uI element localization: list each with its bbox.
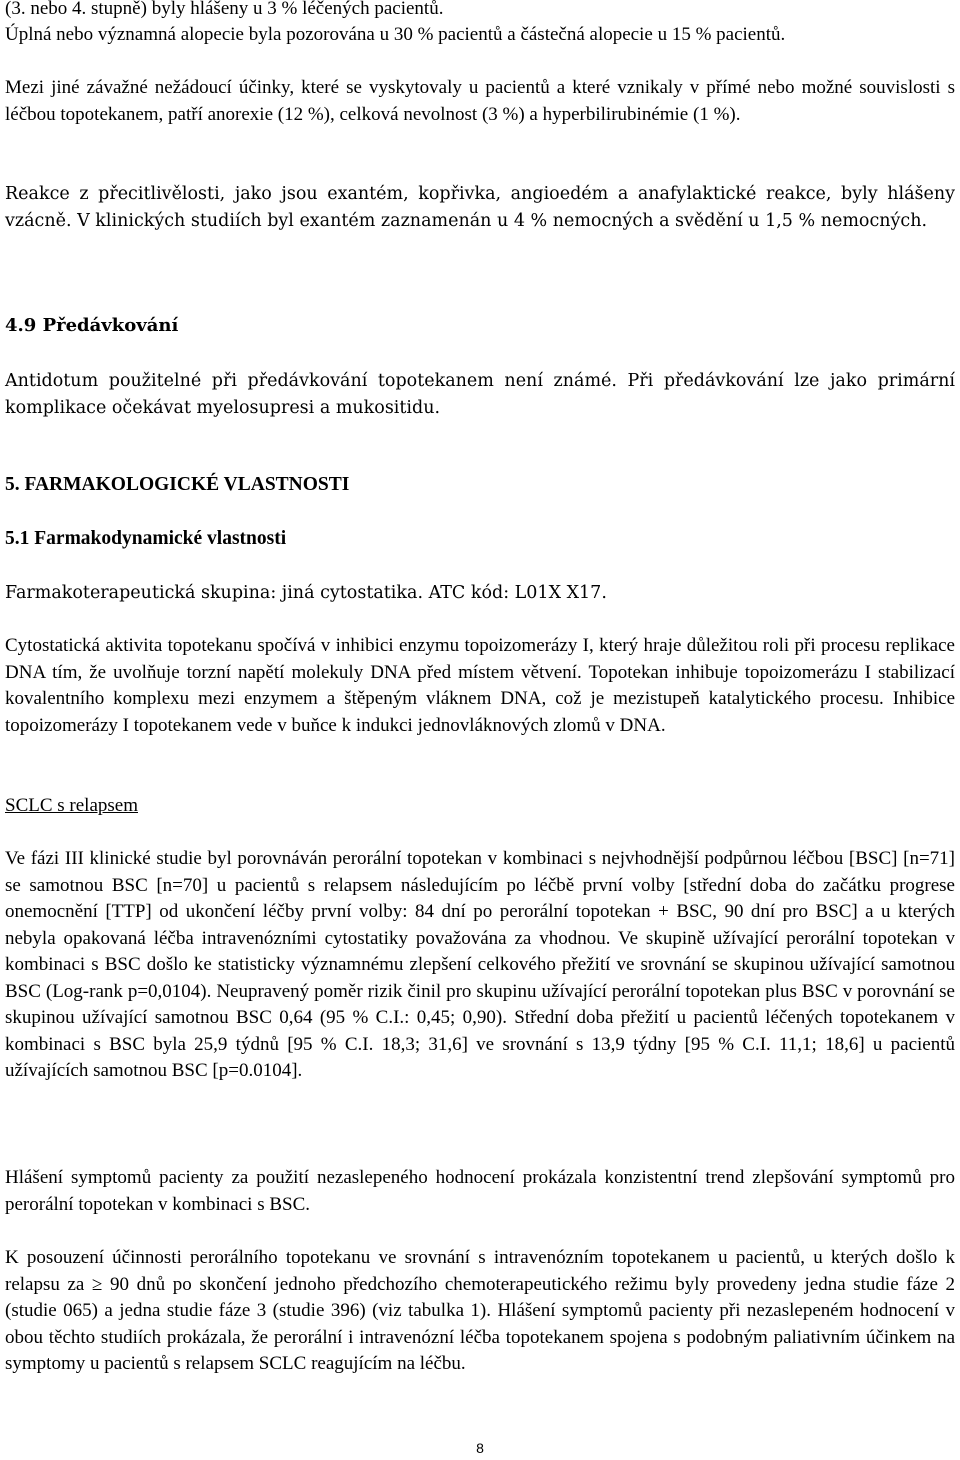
paragraph-hypersensitivity: Reakce z přecitlivělosti, jako jsou exantém, kopřivka, angioedém a anafylaktické reakce, byly hlášeny vzácně. V klinických studiích byl exantém zaznamenán u 4 % nemocných a svědění u 1,5 % nemocných. (5, 184, 955, 231)
heading-overdose: 4.9 Předávkování (5, 315, 179, 336)
paragraph-alopecia-line1: (3. nebo 4. stupně) byly hlášeny u 3 % léčených pacientů. (5, 0, 444, 19)
heading-pharmacological-properties: 5. FARMAKOLOGICKÉ VLASTNOSTI (5, 474, 350, 495)
paragraph-symptom-reporting: Hlášení symptomů pacienty za použití nezaslepeného hodnocení prokázala konzistentní trend zlepšování symptomů pro perorální topotekan v kombinaci s BSC. (5, 1167, 955, 1215)
heading-pharmacodynamic-properties: 5.1 Farmakodynamické vlastnosti (5, 528, 287, 549)
heading-sclc-relapse: SCLC s relapsem (5, 795, 138, 816)
paragraph-adverse-effects: Mezi jiné závažné nežádoucí účinky, které se vyskytovaly u pacientů a které vznikaly v přímé nebo možné souvislosti s léčbou topotekanem, patří anorexie (12 %), celková nevolnost (3 %) a hyperbilirubinémie (1 %). (5, 77, 955, 125)
page-number: 8 (476, 1440, 484, 1456)
paragraph-overdose: Antidotum použitelné při předávkování topotekanem není známé. Při předávkování lze jako primární komplikace očekávat myelosupresi a mukositidu. (5, 371, 955, 418)
paragraph-alopecia-line2: Úplná nebo významná alopecie byla pozorována u 30 % pacientů a částečná alopecie u 15 % pacientů. (5, 24, 786, 45)
paragraph-phase3-study: Ve fázi III klinické studie byl porovnáván perorální topotekan v kombinaci s nejvhodnější podpůrnou léčbou [BSC] [n=71] se samotnou BSC [n=70] u pacientů s relapsem následujícím po léčbě první volby [střední doba do začátku progrese onemocnění [TTP] od ukončení léčby první volby: 84 dní po perorální topotekan + BSC, 90 dní pro BSC] a u kterých nebyla opakovaná léčba intravenózními cytostatiky považována za vhodnou. Ve skupině užívající perorální topotekan v kombinaci s BSC došlo ke statisticky významnému zlepšení celkového přežití ve srovnání se skupinou užívající samotnou BSC (Log-rank p=0,0104). Neupravený poměr rizik činil pro skupinu užívající perorální topotekan plus BSC v porovnání se skupinou užívající samotnou BSC 0,64 (95 % C.I.: 0,45; 0,90). Střední doba přežití u pacientů léčených topotekanem v kombinaci s BSC byla 25,9 týdnů [95 % C.I. 18,3; 31,6] ve srovnání s 13,9 týdny [95 % C.I. 11,1; 18,6] u pacientů užívajících samotnou BSC [p=0.0104]. (5, 848, 955, 1081)
paragraph-oral-vs-iv: K posouzení účinnosti perorálního topotekanu ve srovnání s intravenózním topotekanem u pacientů, u kterých došlo k relapsu za ≥ 90 dnů po skončení jednoho předchozího chemoterapeutického režimu byly provedeny jedna studie fáze 2 (studie 065) a jedna studie fáze 3 (studie 396) (viz tabulka 1). Hlášení symptomů pacienty při nezaslepeném hodnocení v obou těchto studiích prokázala, že perorální i intravenózní léčba topotekanem spojena s podobným paliativním účinkem na symptomy u pacientů s relapsem SCLC reagujícím na léčbu. (5, 1247, 955, 1374)
paragraph-mechanism: Cytostatická aktivita topotekanu spočívá v inhibici enzymu topoizomerázy I, který hraje důležitou roli při procesu replikace DNA tím, že uvolňuje torzní napětí molekuly DNA před místem větvení. Topotekan inhibuje topoizomerázu I stabilizací kovalentního komplexu mezi enzymem a štěpeným vláknem DNA, což je mezistupeň katalytického procesu. Inhibice topoizomerázy I topotekanem vede v buňce k indukci jednovláknových zlomů v DNA. (5, 635, 955, 736)
paragraph-atc-code: Farmakoterapeutická skupina: jiná cytostatika. ATC kód: L01X X17. (5, 583, 607, 603)
